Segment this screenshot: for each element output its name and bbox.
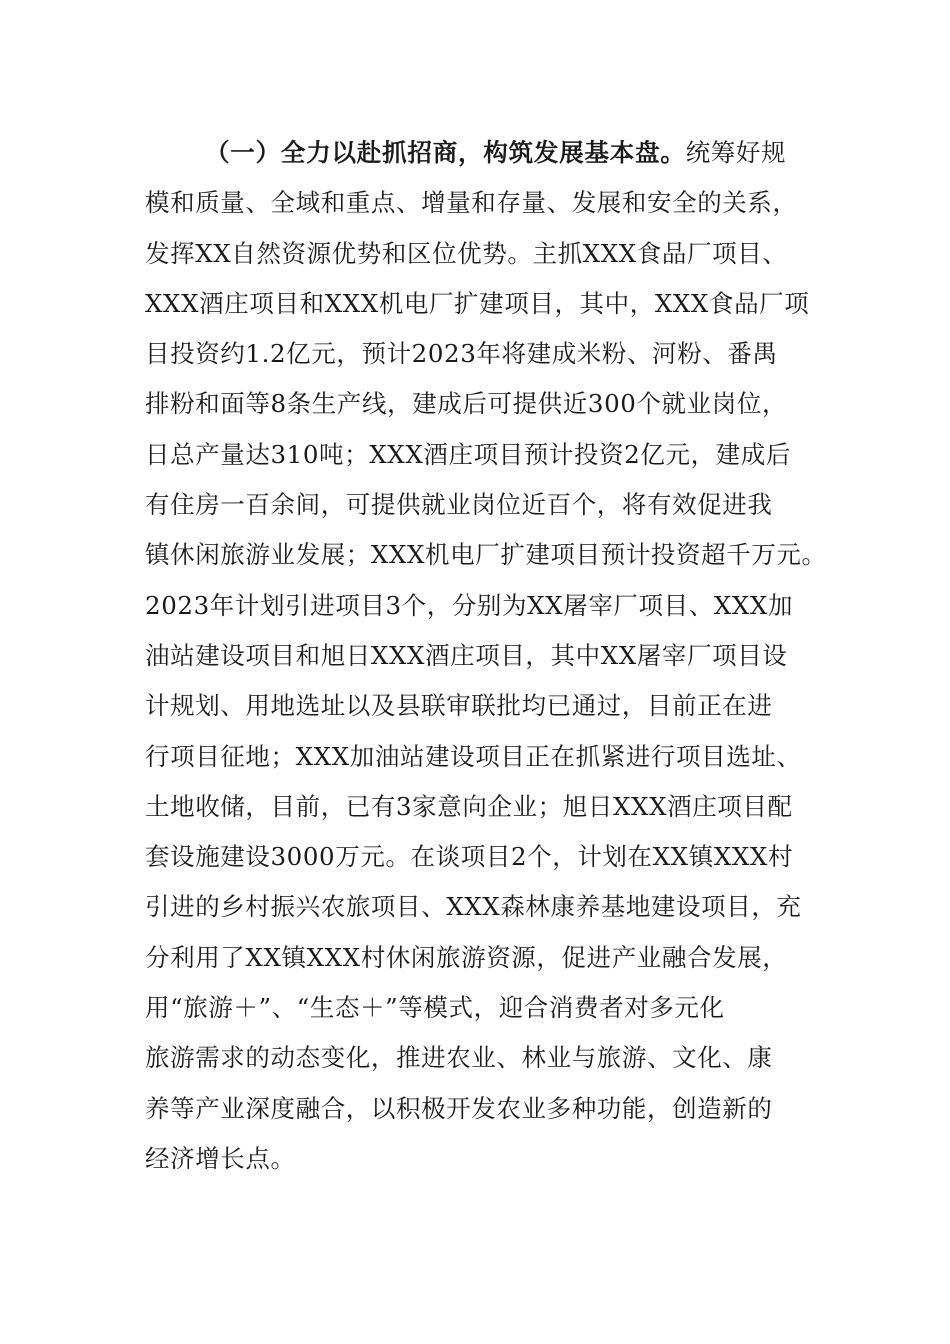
text-line: 行项目征地；XXX加油站建设项目正在抓紧进行项目选址、 <box>145 741 802 771</box>
section-heading: （一）全力以赴抓招商，构筑发展基本盘。 <box>205 138 686 167</box>
text-line: 用“旅游＋”、“生态＋”等模式，迎合消费者对多元化 <box>145 993 725 1023</box>
text-line: 2023年计划引进项目3个，分别为XX屠宰厂项目、XXX加 <box>145 590 794 620</box>
text-line: 养等产业深度融合，以积极开发农业多种功能，创造新的 <box>145 1093 773 1123</box>
text-line: 计规划、用地选址以及县联审联批均已通过，目前正在进 <box>145 691 773 721</box>
text-line: 土地收储，目前，已有3家意向企业；旭日XXX酒庄项目配 <box>145 791 793 821</box>
text-line: 发挥XX自然资源优势和区位优势。主抓XXX食品厂项目、 <box>145 238 788 268</box>
text-line: 引进的乡村振兴农旅项目、XXX森林康养基地建设项目，充 <box>145 892 802 922</box>
first-line-text: 统筹好规 <box>685 138 787 167</box>
text-line: 目投资约1.2亿元，预计2023年将建成米粉、河粉、番禺 <box>145 339 778 369</box>
paragraph <box>145 128 827 1184</box>
paragraph-first-line <box>145 128 815 178</box>
text-line: 有住房一百余间，可提供就业岗位近百个，将有效促进我 <box>145 490 773 520</box>
text-line: 旅游需求的动态变化，推进农业、林业与旅游、文化、康 <box>145 1043 773 1073</box>
text-line: 分利用了XX镇XXX村休闲旅游资源，促进产业融合发展， <box>145 942 788 972</box>
text-line: XXX酒庄项目和XXX机电厂扩建项目，其中，XXX食品厂项 <box>145 288 810 318</box>
text-line: 日总产量达310吨；XXX酒庄项目预计投资2亿元，建成后 <box>145 439 791 469</box>
text-line: 排粉和面等8条生产线，建成后可提供近300个就业岗位， <box>145 389 788 419</box>
text-line: 镇休闲旅游业发展；XXX机电厂扩建项目预计投资超千万元。 <box>145 540 827 570</box>
text-line: 模和质量、全域和重点、增量和存量、发展和安全的关系， <box>145 188 798 218</box>
text-line: 套设施建设3000万元。在谈项目2个，计划在XX镇XXX村 <box>145 842 794 872</box>
text-line: 油站建设项目和旭日XXX酒庄项目，其中XX屠宰厂项目设 <box>145 640 788 670</box>
text-line: 经济增长点。 <box>145 1143 296 1173</box>
